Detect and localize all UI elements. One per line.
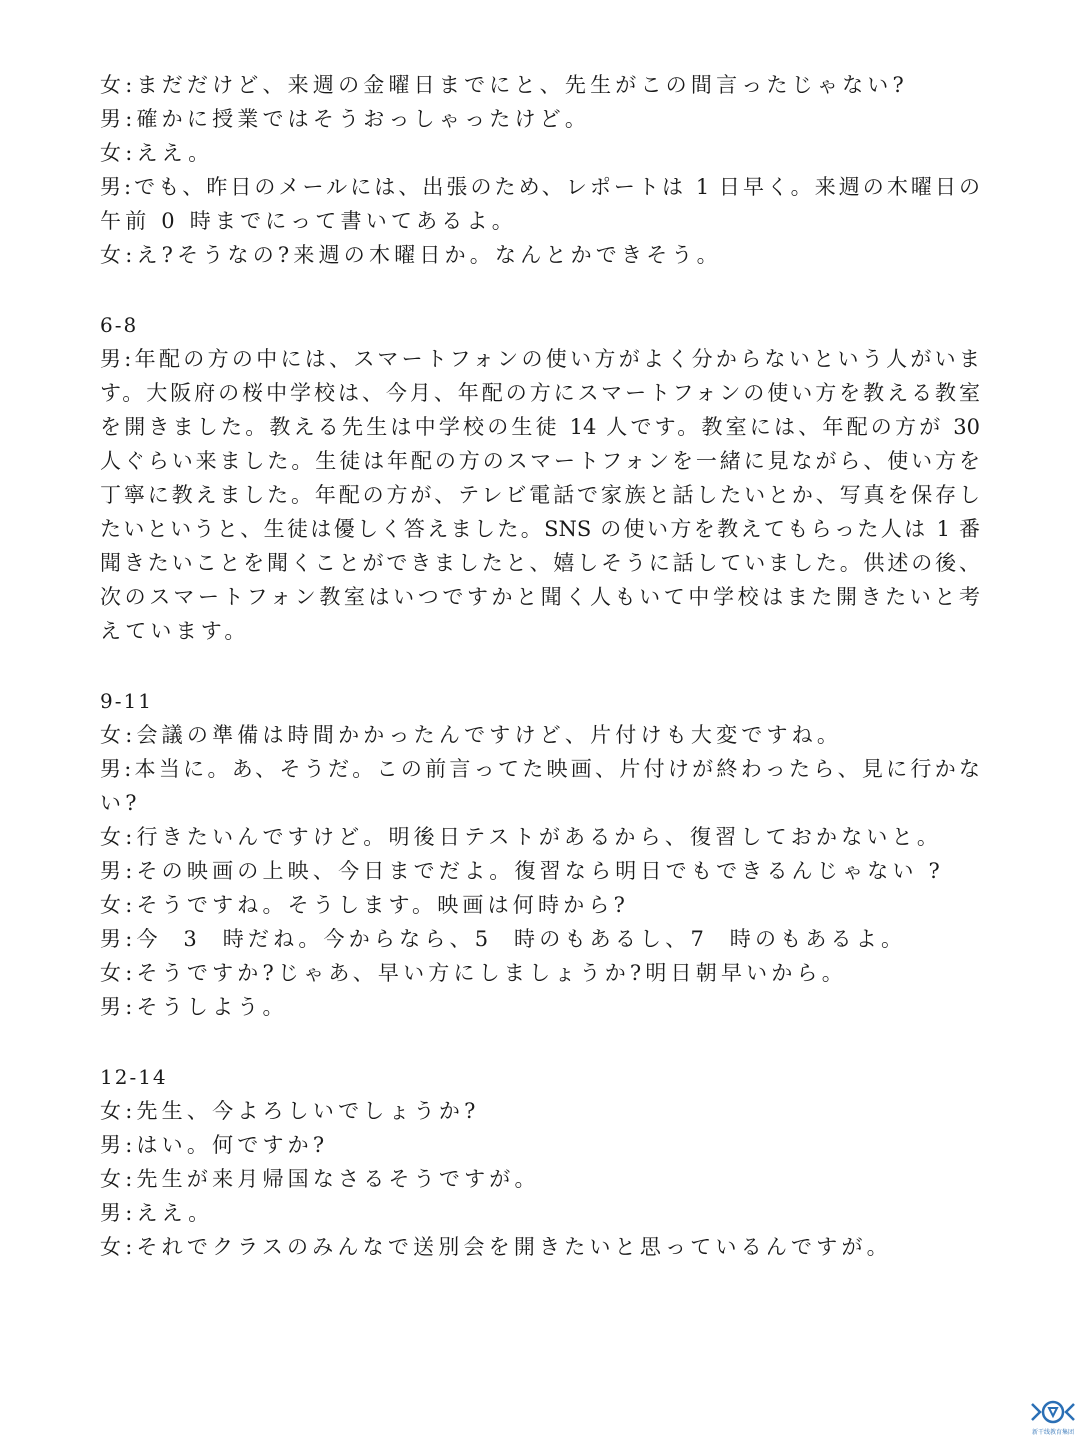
paragraph-line: 人ぐらい来ました。生徒は年配の方のスマートフォンを一緒に見ながら、使い方を bbox=[100, 449, 980, 473]
dialogue-line: 男:本当に。あ、そうだ。この前言ってた映画、片付けが終わったら、見に行かな bbox=[100, 757, 980, 781]
dialogue-line: 女:行きたいんですけど。明後日テストがあるから、復習しておかないと。 bbox=[100, 825, 943, 849]
dialogue-line: 男:はい。何ですか? bbox=[100, 1133, 329, 1157]
dialogue-line: 女:そうですか?じゃあ、早い方にしましょうか?明日朝早いから。 bbox=[100, 961, 847, 985]
dialogue-line: 女:え?そうなの?来週の木曜日か。なんとかできそう。 bbox=[100, 243, 722, 267]
paragraph-line: えています。 bbox=[100, 619, 250, 643]
paragraph-line: 男:年配の方の中には、スマートフォンの使い方がよく分からないという人がいま bbox=[100, 347, 980, 371]
dialogue-line: 女:まだだけど、来週の金曜日までにと、先生がこの間言ったじゃない? bbox=[100, 73, 908, 97]
dialogue-section-4 bbox=[100, 1060, 980, 1264]
section-number: 9-11 bbox=[100, 689, 153, 713]
logo-text: 新干线教育集团 bbox=[1031, 1429, 1074, 1436]
dialogue-line: 女:それでクラスのみんなで送別会を開きたいと思っているんですが。 bbox=[100, 1235, 892, 1259]
dialogue-line: 男:でも、昨日のメールには、出張のため、レポートは 1 日早く。来週の木曜日の bbox=[100, 175, 980, 199]
dialogue-line: い? bbox=[100, 791, 141, 815]
dialogue-line: 午前 0 時までにって書いてあるよ。 bbox=[100, 209, 517, 233]
document-page bbox=[100, 68, 980, 1264]
dialogue-line: 女:ええ。 bbox=[100, 141, 214, 165]
dialogue-line: 女:先生、今よろしいでしょうか? bbox=[100, 1099, 480, 1123]
logo-icon bbox=[1030, 1398, 1076, 1426]
dialogue-line: 女:会議の準備は時間かかったんですけど、片付けも大変ですね。 bbox=[100, 723, 843, 747]
section-number: 12-14 bbox=[100, 1065, 168, 1089]
paragraph-line: を開きました。教える先生は中学校の生徒 14 人です。教室には、年配の方が 30 bbox=[100, 415, 980, 439]
dialogue-line: 男:その映画の上映、今日までだよ。復習なら明日でもできるんじゃない ? bbox=[100, 859, 945, 883]
dialogue-section-1 bbox=[100, 68, 980, 272]
paragraph-line: 聞きたいことを聞くことができましたと、嬉しそうに話していました。供述の後、 bbox=[100, 551, 980, 575]
paragraph-line: す。大阪府の桜中学校は、今月、年配の方にスマートフォンの使い方を教える教室 bbox=[100, 381, 980, 405]
dialogue-section-3 bbox=[100, 684, 980, 1024]
paragraph-line: たいというと、生徒は優しく答えました。SNS の使い方を教えてもらった人は 1 番 bbox=[100, 517, 980, 541]
paragraph-line: 次のスマートフォン教室はいつですかと聞く人もいて中学校はまた開きたいと考 bbox=[100, 585, 980, 609]
dialogue-line: 男:今 3 時だね。今からなら、5 時のもあるし、7 時のもあるよ。 bbox=[100, 927, 907, 951]
dialogue-line: 男:ええ。 bbox=[100, 1201, 214, 1225]
dialogue-section-2 bbox=[100, 308, 980, 648]
dialogue-line: 女:そうですね。そうします。映画は何時から? bbox=[100, 893, 630, 917]
dialogue-line: 男:そうしよう。 bbox=[100, 995, 288, 1019]
paragraph-line: 丁寧に教えました。年配の方が、テレビ電話で家族と話したいとか、写真を保存し bbox=[100, 483, 980, 507]
section-number: 6-8 bbox=[100, 313, 139, 337]
publisher-logo bbox=[1030, 1398, 1076, 1436]
dialogue-line: 男:確かに授業ではそうおっしゃったけど。 bbox=[100, 107, 591, 131]
dialogue-line: 女:先生が来月帰国なさるそうですが。 bbox=[100, 1167, 540, 1191]
